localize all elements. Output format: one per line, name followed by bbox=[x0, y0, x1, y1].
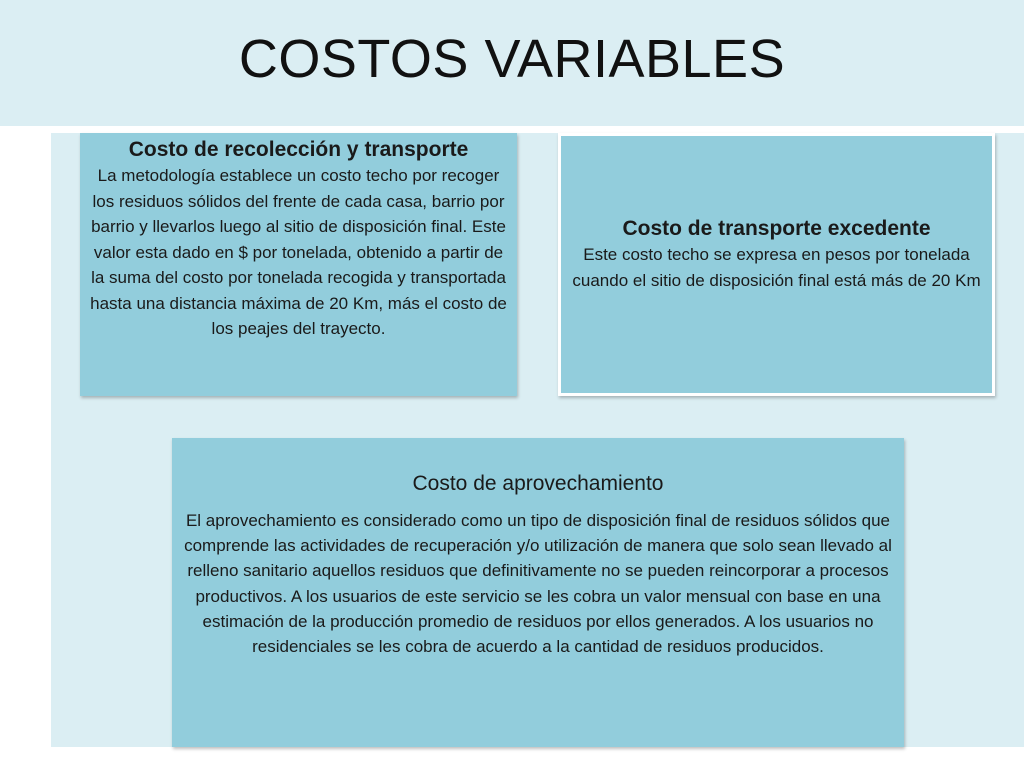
aprovechamiento-heading: Costo de aprovechamiento bbox=[412, 472, 664, 495]
aprovechamiento-box bbox=[172, 438, 904, 747]
aprovechamiento-body: El aprovechamiento es considerado como un tipo de disposición final de residuos sólidos que comprende las actividades de recuperación y/o utilización de manera que solo sean llevado al relleno sanitario aquellos residuos que definitivamente no se pueden reincorporar a procesos productivos. A los usuarios de este servicio se les cobra un valor mensual con base en una estimación de la producción promedio de residuos por ellos generados. A los usuarios no residenciales se les cobra de acuerdo a la cantidad de residuos producidos. bbox=[184, 511, 892, 657]
recoleccion-body: La metodología establece un costo techo por recoger los residuos sólidos del frente de cada casa, barrio por barrio y llevarlos luego al sitio de disposición final. Este valor esta dado en $ por tonelada, obtenido a partir de la suma del costo por tonelada recogida y transportada hasta una distancia máxima de 20 Km, más el costo de los peajes del trayecto. bbox=[90, 166, 507, 338]
excedente-heading: Costo de transporte excedente bbox=[622, 217, 931, 240]
excedente-body: Este costo techo se expresa en pesos por tonelada cuando el sitio de disposición final está más de 20 Km bbox=[572, 245, 981, 290]
recoleccion-box bbox=[80, 133, 517, 396]
slide-title: COSTOS VARIABLES bbox=[238, 29, 786, 89]
excedente-box bbox=[558, 133, 995, 396]
recoleccion-heading: Costo de recolección y transporte bbox=[128, 138, 469, 161]
